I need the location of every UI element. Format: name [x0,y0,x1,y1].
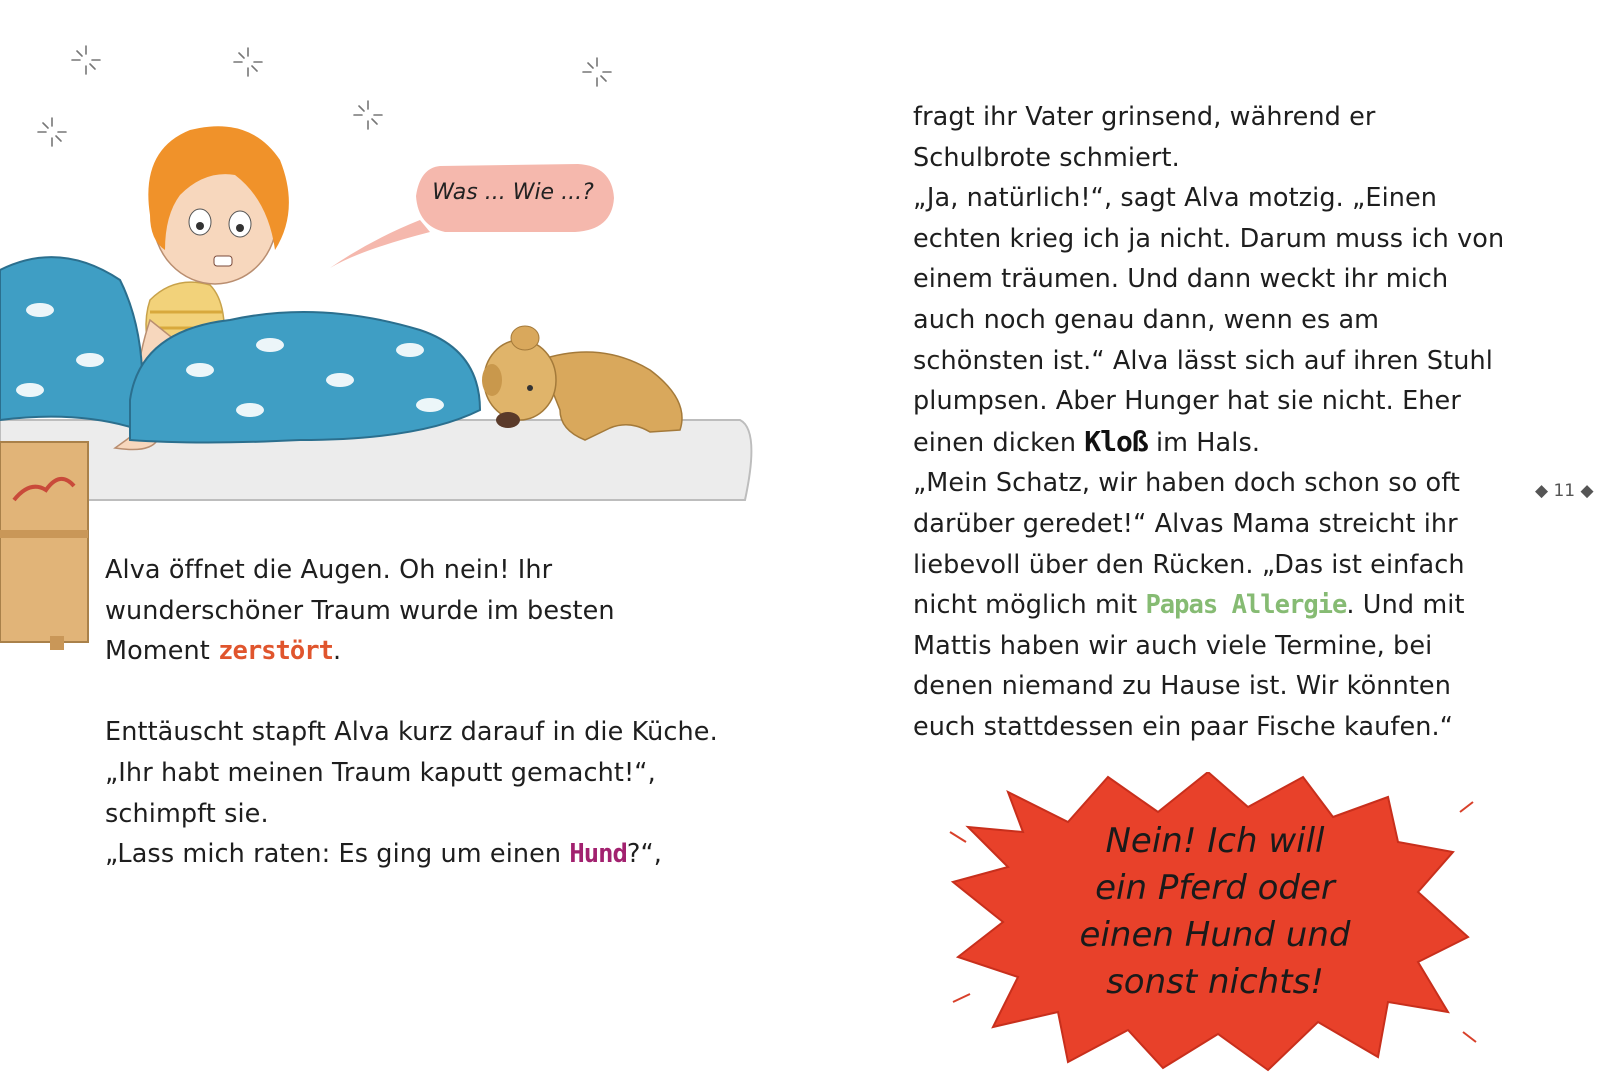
paragraph-5: „Mein Schatz, wir haben doch schon so oft darüber geredet!“ Alvas Mama streicht ihr liebevoll über den Rücken. „Das ist einfach nicht möglich mit Papas Allergie. Und mit Mattis haben wir auch viele Termine, bei denen niemand zu Hause ist. Wir könnten euch stattdessen ein paar Fische kaufen.“ [913,468,1465,742]
highlight-kloss: Kloß [1084,424,1148,458]
speech-bubble-text: Was ... Wie ...? [432,180,594,205]
blanket-right [130,312,480,443]
paragraph-2-line-1: Enttäuscht stapft Alva kurz darauf in die Küche. [105,717,718,748]
paragraph-4: „Ja, natürlich!“, sagt Alva motzig. „Einen echten krieg ich ja nicht. Darum muss ich von einem träumen. Und dann weckt ihr mich auch noch genau dann, wenn es am schönsten ist.“ Alva lässt sich auf ihren Stuhl plumpsen. Aber Hunger hat sie nicht. Eher einen dicken Kloß im Hals. [913,183,1505,458]
paragraph-2-line-3: „Lass mich raten: Es ging um einen Hund?“, [105,839,662,870]
burst-text: Nein! Ich will ein Pferd oder einen Hund und sonst nichts! [1079,821,1351,1002]
highlight-papas-allergie: Papas Allergie [1145,590,1347,621]
highlight-hund: Hund [569,839,627,870]
paragraph-2-line-2: „Ihr habt meinen Traum kaputt gemacht!“, schimpft sie. [105,757,656,829]
paragraph-1: Alva öffnet die Augen. Oh nein! Ihr wunderschöner Traum wurde im besten Moment zerstört. [105,555,615,667]
blanket-left [0,257,143,430]
paragraph-3: fragt ihr Vater grinsend, während er Schulbrote schmiert. [913,102,1376,173]
highlight-zerstoert: zerstört [218,636,333,667]
puppy-icon [482,326,682,440]
left-column-text [105,550,725,875]
page-number: ◆ 11 ◆ [1535,481,1594,501]
sparkle-icons [38,46,611,146]
nightstand-icon [0,442,88,650]
right-column-text [913,97,1513,748]
